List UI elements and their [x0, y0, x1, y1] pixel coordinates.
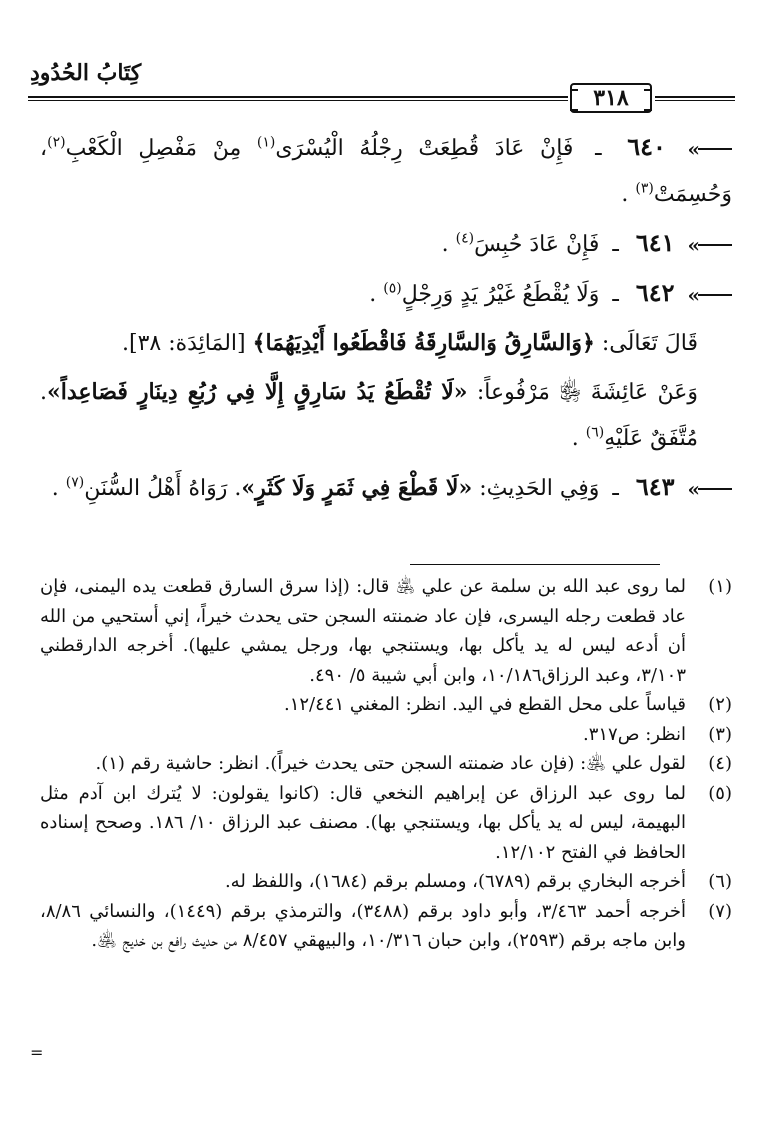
footnote-text: قياساً على محل القطع في اليد. انظر: المغني ١٢/٤٤١. — [283, 694, 686, 715]
item-text: فَإِنْ عَادَ حُبِسَ — [474, 232, 600, 257]
footnote-ref: (٥) — [383, 280, 402, 297]
hadith-text: «لَا تُقْطَعُ يَدُ سَارِقٍ إِلَّا فِي رُبُعِ دِينَارٍ فَصَاعِداً» — [47, 379, 468, 405]
hadith-source: . مُتَّفَقٌ عَلَيْهِ — [40, 380, 698, 451]
running-head-title: كِتَابُ الحُدُودِ — [30, 60, 142, 86]
item-number: ٦٤١ — [635, 228, 675, 257]
footnote-number: (٣) — [708, 723, 732, 745]
footnote-ref: (٧) — [65, 474, 85, 491]
dash: ـ — [612, 282, 619, 307]
item-number: ٦٤٢ — [635, 278, 675, 307]
footnote-text: أخرجه البخاري برقم (٦٧٨٩)، ومسلم برقم (١٦٨٤)، واللفظ له. — [224, 871, 686, 892]
item-marker-icon: « — [688, 126, 733, 172]
header-rule — [28, 96, 568, 101]
item-number: ٦٤٣ — [635, 472, 675, 501]
footnote — [40, 720, 732, 750]
footnote-number: (٦) — [708, 871, 732, 892]
item-marker-icon: « — [688, 222, 733, 268]
footnote-text: لما روى عبد الرزاق عن إبراهيم النخعي قال: (كانوا يقولون: لا يُترك ابن آدم مثل البهيمة، ليس له يد يأكل بها، ويستنجي بها). مصنف عبد الرزاق ١٠/ ١٨٦. وصحح إسناده الحافظ في الفتح ١٢/١٠٢. — [40, 782, 686, 863]
dash: ـ — [612, 476, 619, 501]
item-643 — [40, 464, 732, 512]
hadith-end: . — [571, 426, 586, 451]
footnote-number: (١) — [708, 576, 732, 597]
footnote-text: لقول علي ﵁: (فإن عاد ضمنته السجن حتى يحدث خيراً). انظر: حاشية رقم (١). — [95, 753, 686, 774]
footnote-separator — [410, 564, 660, 565]
footnote-ref: (١) — [256, 134, 276, 151]
footnote — [40, 779, 732, 868]
footnote-ref: (٤) — [455, 230, 475, 247]
page-number: ٣١٨ — [570, 83, 652, 113]
margin-mark: = — [30, 1043, 44, 1062]
footnote-ref: (٦) — [585, 424, 605, 441]
hadith-text: «لَا قَطْعَ فِي ثَمَرٍ وَلَا كَثَرٍ» — [241, 475, 473, 501]
footnote — [40, 690, 732, 720]
item-number: ٦٤٠ — [627, 132, 666, 161]
item-text: . رَوَاهُ أَهْلُ السُّنَنِ — [84, 476, 242, 501]
quran-reference: [المَائِدَة: ٣٨]. — [121, 331, 253, 356]
dash: ـ — [595, 136, 602, 161]
quran-intro: قَالَ تَعَالَى: — [594, 331, 698, 356]
footnotes — [40, 572, 732, 956]
footnote — [40, 867, 732, 897]
item-end: . — [369, 282, 384, 307]
hadith-intro: وَعَنْ عَائِشَةَ ﵂ مَرْفُوعاً: — [467, 380, 698, 405]
item-text: مِنْ مَفْصِلِ الْكَعْبِ — [65, 136, 257, 161]
item-text: ، وَحُسِمَتْ — [40, 136, 732, 207]
header-rule-right — [655, 96, 735, 101]
footnote-text: لما روى عبد الله بن سلمة عن علي ﵁ قال: (إذا سرق السارق قطعت يده اليمنى، فإن عاد قطعت رجله اليسرى، فإن عاد ضمنته السجن حتى يحدث خيراً، إني أستحيي من الله أن أدعه ليس له يد يأكل بها، ويستنجي بها، ورجل يمشي عليها). أخرجه الدارقطني ٣/١٠٣، وعبد الرزاق١٠/١٨٦، وابن أبي شيبة ٥/ ٤٩٠. — [40, 576, 686, 686]
item-end: . — [441, 232, 456, 257]
item-text: فَإِنْ عَادَ قُطِعَتْ رِجْلُهُ الْيُسْرَى — [275, 136, 574, 161]
footnote-ref: (٢) — [47, 134, 66, 151]
item-intro: وَفِي الحَدِيثِ: — [472, 476, 600, 501]
footnote — [40, 749, 732, 779]
item-end: . — [621, 182, 636, 207]
footnote-number: (٢) — [708, 694, 732, 715]
footnote-ref: (٣) — [635, 180, 654, 197]
item-text: وَلَا يُقْطَعُ غَيْرُ يَدٍ وَرِجْلٍ — [401, 282, 600, 307]
item-end: . — [51, 476, 66, 501]
quran-citation — [40, 320, 732, 367]
quran-verse: ﴿وَالسَّارِقُ وَالسَّارِقَةُ فَاقْطَعُوا أَيْدِيَهُمَا﴾ — [252, 330, 595, 356]
footnote-text: انظر: ص٣١٧. — [582, 723, 686, 745]
main-text — [40, 124, 732, 514]
footnote — [40, 572, 732, 690]
footnote — [40, 897, 732, 956]
item-642 — [40, 270, 732, 318]
footnote-number: (٧) — [708, 900, 732, 922]
item-marker-icon: « — [688, 272, 733, 318]
footnote-text: أخرجه أحمد ٣/٤٦٣، وأبو داود برقم (٣٤٨٨)، والترمذي برقم (١٤٤٩)، والنسائي ٨/٨٦، وابن ماجه برقم (٢٥٩٣)، وابن حبان ١٠/٣١٦، والبيهقي ٨/٤٥٧ من حديث رافع بن خديج ﵁. — [40, 900, 686, 951]
dash: ـ — [612, 232, 619, 257]
item-marker-icon: « — [688, 466, 733, 512]
hadith-aisha — [40, 369, 732, 462]
footnote-number: (٤) — [708, 753, 732, 774]
item-641 — [40, 220, 732, 268]
footnote-number: (٥) — [708, 782, 732, 804]
item-640 — [40, 124, 732, 218]
